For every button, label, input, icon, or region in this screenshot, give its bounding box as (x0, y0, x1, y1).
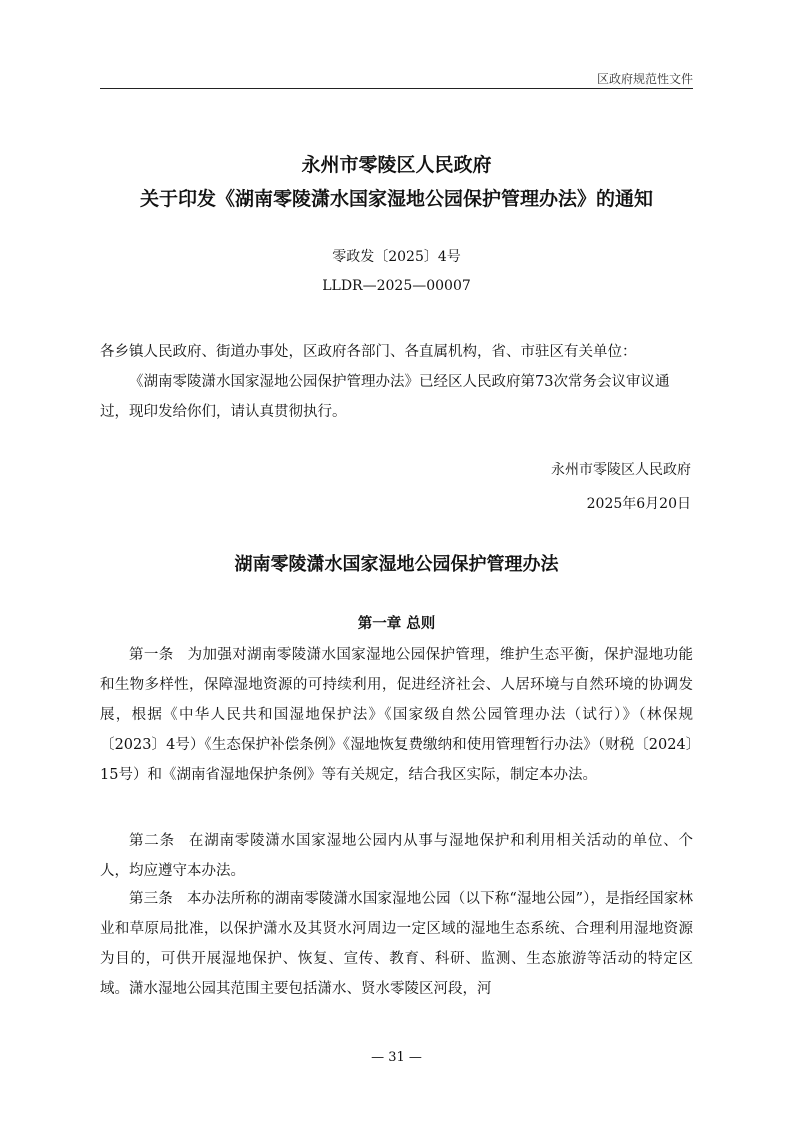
header-divider (100, 88, 693, 89)
notice-body: 《湖南零陵潇水国家湿地公园保护管理办法》已经区人民政府第73次常务会议审议通过，现印发给你们，请认真贯彻执行。 (100, 374, 670, 420)
document-id: LLDR—2025—00007 (322, 278, 471, 294)
notice-title-line2: 关于印发《湖南零陵潇水国家湿地公园保护管理办法》的通知 (139, 188, 653, 210)
regulation-title: 湖南零陵潇水国家湿地公园保护管理办法 (234, 554, 559, 575)
issue-date: 2025年6月20日 (586, 496, 691, 512)
header-label: 区政府规范性文件 (596, 72, 693, 86)
article-3 (100, 884, 693, 1004)
article-text: 在湖南零陵潇水国家湿地公园内从事与湿地保护和利用相关活动的单位、个人，均应遵守本办法。 (100, 833, 694, 879)
document-number: 零政发〔2025〕4号 (332, 249, 461, 265)
addressee: 各乡镇人民政府、街道办事处，区政府各部门、各直属机构，省、市驻区有关单位： (100, 344, 637, 360)
article-number: 第三条 (129, 891, 173, 907)
article-text: 本办法所称的湖南零陵潇水国家湿地公园（以下称“湿地公园”），是指经国家林业和草原局批准，以保护潇水及其贤水河周边一定区域的湿地生态系统、合理利用湿地资源为目的，可供开展湿地保护、恢复、宣传、教育、科研、监测、生态旅游等活动的特定区域。潇水湿地公园其范围主要包括潇水、贤水零陵区河段，河 (100, 891, 693, 997)
page-number: — 31 — (371, 1050, 422, 1065)
notice-title-line1: 永州市零陵区人民政府 (301, 154, 492, 176)
signature: 永州市零陵区人民政府 (551, 462, 691, 478)
article-1 (100, 640, 693, 790)
chapter-heading: 第一章 总则 (357, 616, 436, 632)
article-number: 第二条 (129, 833, 175, 849)
article-text: 为加强对湖南零陵潇水国家湿地公园保护管理，维护生态平衡，保护湿地功能和生物多样性，保障湿地资源的可持续利用，促进经济社会、人居环境与自然环境的协调发展，根据《中华人民共和国湿地保护法》《国家级自然公园管理办法（试行）》（林保规〔2023〕4号）《生态保护补偿条例》《湿地恢复费缴纳和使用管理暂行办法》（财税〔2024〕15号）和《湖南省湿地保护条例》等有关规定，结合我区实际，制定本办法。 (100, 647, 693, 783)
article-number: 第一条 (129, 647, 174, 663)
article-2 (100, 826, 693, 886)
